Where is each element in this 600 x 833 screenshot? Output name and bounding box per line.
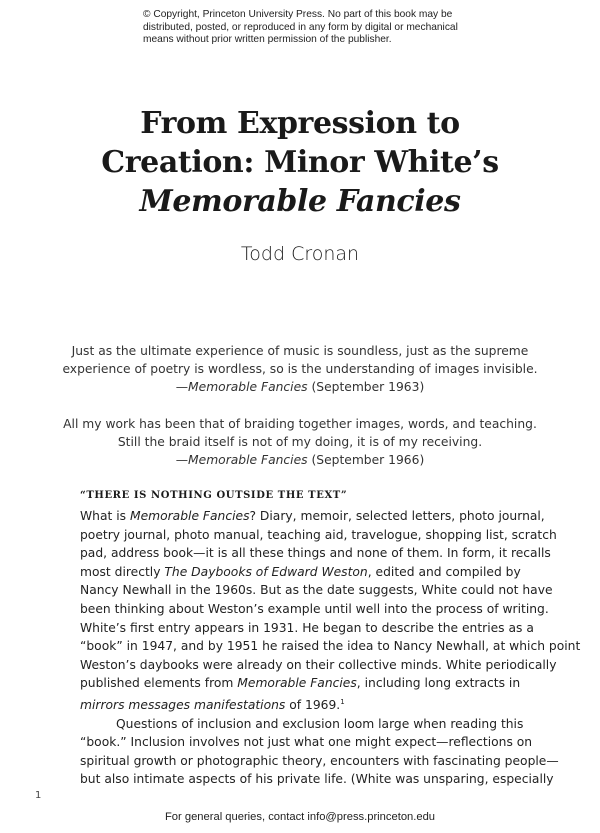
text-run: ? Diary, memoir, selected letters, photo journal, <box>249 509 545 523</box>
body-line: been thinking about Weston’s example until well into the process of writing. <box>80 601 549 616</box>
attribution-dash: — <box>175 380 189 394</box>
text-run: What is <box>80 509 130 523</box>
body-line: Questions of inclusion and exclusion loom large when reading this <box>116 716 524 731</box>
epigraph-attribution <box>60 451 540 469</box>
title-line-3: Memorable Fancies <box>139 184 461 219</box>
footer-contact: For general queries, contact info@press.princeton.edu <box>164 811 436 823</box>
epigraph-line: All my work has been that of braiding together images, words, and teaching. <box>63 417 537 431</box>
body-line <box>80 563 520 582</box>
body-line: but also intimate aspects of his private life. (White was unsparing, especially <box>80 772 554 787</box>
attribution-date: (September 1963) <box>307 380 425 394</box>
body-line: spiritual growth or photographic theory, encounters with fascinating people— <box>80 753 559 768</box>
copyright-line: © Copyright, Princeton University Press. No part of this book may be <box>143 9 453 20</box>
italic-title: mirrors messages manifestations <box>80 697 286 712</box>
epigraph-line: Still the braid itself is not of my doing, it is of my receiving. <box>117 435 483 449</box>
attribution-date: (September 1966) <box>307 453 425 467</box>
attribution-source: Memorable Fancies <box>188 380 308 394</box>
body-line: White’s first entry appears in 1931. He began to describe the entries as a <box>80 620 534 635</box>
text-run: of 1969. <box>285 697 341 712</box>
body-line: “book.” Inclusion involves not just what one might expect—reflections on <box>80 735 533 750</box>
copyright-notice <box>143 9 473 47</box>
italic-title: Memorable Fancies <box>237 676 357 691</box>
epigraph <box>60 415 540 469</box>
epigraph-line: experience of poetry is wordless, so is the understanding of images invisible. <box>62 362 538 376</box>
italic-title: The Daybooks of Edward Weston <box>164 564 368 579</box>
footnote-marker[interactable]: 1 <box>340 697 345 706</box>
body-line: “book” in 1947, and by 1951 he raised the idea to Nancy Newhall, at which point <box>80 639 581 654</box>
copyright-line: means without prior written permission of the publisher. <box>143 34 392 45</box>
text-run: most directly <box>80 564 165 579</box>
author-name: Todd Cronan <box>240 243 360 265</box>
body-line: Weston’s daybooks were already on their collective minds. White periodically <box>80 657 557 672</box>
text-run: published elements from <box>80 676 238 691</box>
attribution-dash: — <box>175 453 189 467</box>
page-number: 1 <box>35 790 42 801</box>
epigraph <box>60 342 540 396</box>
section-heading: “THERE IS NOTHING OUTSIDE THE TEXT” <box>80 490 348 501</box>
copyright-line: distributed, posted, or reproduced in any form by digital or mechanical <box>143 21 458 33</box>
body-line: poetry journal, photo manual, teaching aid, travelogue, shopping list, scratch <box>80 527 557 542</box>
italic-title: Memorable Fancies <box>129 509 250 523</box>
title-line-2: Creation: Minor White’s <box>101 145 499 180</box>
body-line <box>80 693 520 715</box>
body-line: Nancy Newhall in the 1960s. But as the date suggests, White could not have <box>80 583 553 598</box>
chapter-title <box>0 104 600 221</box>
attribution-source: Memorable Fancies <box>188 453 308 467</box>
text-run: , edited and compiled by <box>367 564 521 579</box>
text-run: , including long extracts in <box>356 676 521 691</box>
body-text <box>80 507 581 789</box>
body-line <box>80 507 545 526</box>
body-line <box>80 674 520 693</box>
title-line-1: From Expression to <box>140 106 460 141</box>
epigraph-line: Just as the ultimate experience of music is soundless, just as the supreme <box>71 344 529 358</box>
epigraph-attribution <box>60 378 540 396</box>
body-line: pad, address book—it is all these things and none of them. In form, it recalls <box>80 546 551 561</box>
